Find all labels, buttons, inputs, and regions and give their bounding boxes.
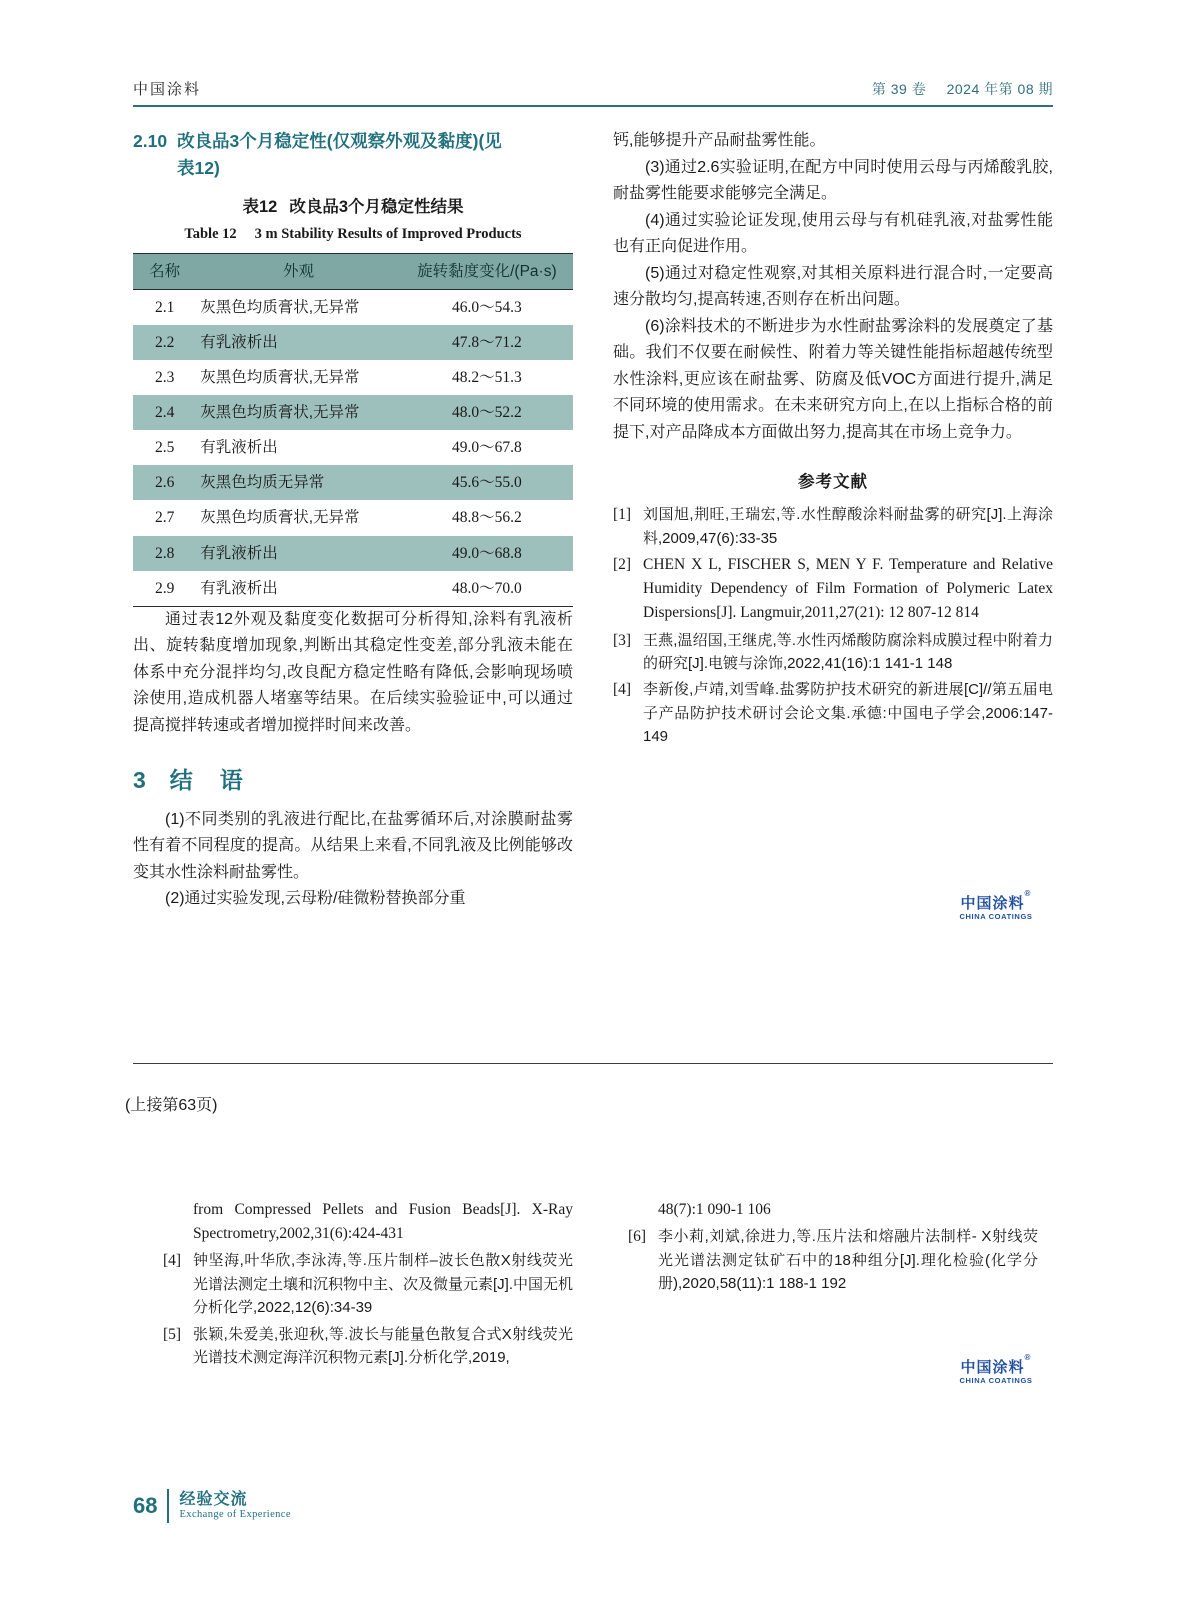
conclusion-item-2-cont: 钙,能够提升产品耐盐雾性能。: [613, 132, 826, 149]
issue-info: [872, 79, 1053, 99]
reference-item: [628, 1225, 1038, 1295]
footer-divider: [167, 1489, 169, 1523]
cell-viscosity: 46.0～54.3: [452, 298, 522, 316]
reference-text: 48(7):1 090-1 106: [658, 1201, 771, 1218]
cell-name: 2.1: [154, 298, 175, 316]
cell-name: 2.4: [133, 395, 196, 430]
footer-section-en: Exchange of Experience: [179, 1508, 291, 1520]
page-header: [133, 78, 1053, 99]
article-divider: [133, 1063, 1053, 1064]
cell-appearance: 有乳液析出: [196, 325, 401, 360]
table-title-cn-text: 改良品3个月稳定性结果: [289, 197, 464, 216]
logo-trademark: ®: [1024, 1353, 1032, 1362]
reference-marker: [4]: [163, 1252, 182, 1270]
table-header-row: [133, 253, 573, 289]
volume-label: 第 39 卷: [871, 81, 927, 97]
section-number: 2.10: [133, 131, 168, 151]
stability-results-table: [133, 253, 573, 607]
conclusion-item-1: (1)不同类别的乳液进行配比,在盐雾循环后,对涂膜耐盐雾性有着不同程度的提高。从结果上来看,不同乳液及比例能够改变其水性涂料耐盐雾性。: [133, 810, 573, 881]
reference-item: [613, 503, 1053, 550]
reference-text: 刘国旭,荆旺,王瑞宏,等.水性醇酸涂料耐盐雾的研究[J].上海涂料,2009,47(6):33-35: [643, 506, 1053, 547]
reference-marker: [2]: [613, 556, 632, 574]
table-row: [133, 360, 573, 395]
conclusion-item-2: (2)通过实验发现,云母粉/硅微粉替换部分重: [165, 890, 466, 908]
table-row: [133, 536, 573, 571]
reference-marker: [163, 1198, 193, 1246]
cell-appearance: 有乳液析出: [196, 571, 401, 607]
reference-item: [613, 629, 1053, 676]
logo-en-text: CHINA COATINGS: [959, 911, 1033, 921]
page-number: 68: [133, 1493, 158, 1518]
reference-text: 王燕,温绍国,王继虎,等.水性丙烯酸防腐涂料成膜过程中附着力的研究[J].电镀与涂饰,2022,41(16):1 141-1 148: [643, 631, 1053, 672]
cell-appearance: 灰黑色均质膏状,无异常: [196, 395, 401, 430]
reference-text: 李小莉,刘斌,徐进力,等.压片法和熔融片法制样- X射线荧光光谱法测定钛矿石中的18种组分[J].理化检验(化学分册),2020,58(11):1 188-1 192: [658, 1228, 1038, 1292]
reference-item: [613, 678, 1053, 748]
logo-cn-label: 中国涂料: [960, 895, 1025, 912]
table-row: [133, 325, 573, 360]
reference-item: [613, 553, 1053, 626]
cell-viscosity: 48.0～70.0: [401, 571, 573, 607]
china-coatings-logo: [953, 889, 1039, 921]
table-title-en-number: Table 12: [184, 226, 237, 243]
cell-name: 2.7: [154, 509, 175, 527]
column-header-viscosity: 旋转黏度变化/(Pa·s): [401, 253, 573, 289]
references-list: [613, 503, 1053, 748]
table-row: [133, 500, 573, 535]
logo-cn-text: [953, 889, 1039, 912]
continued-left-column: [163, 1198, 573, 1372]
reference-marker: [4]: [613, 681, 632, 699]
reference-item: [163, 1249, 573, 1319]
table-row: [133, 395, 573, 430]
left-column: [133, 128, 573, 913]
continued-from-note: (上接第63页): [125, 1097, 218, 1114]
cell-name: 2.9: [133, 571, 196, 607]
cell-viscosity: 49.0～68.8: [401, 536, 573, 571]
cell-viscosity: 48.2～51.3: [452, 369, 522, 387]
reference-item: [628, 1198, 1038, 1222]
logo-cn-text: [953, 1353, 1039, 1376]
reference-marker: [5]: [163, 1325, 182, 1343]
continued-references-list-left: [163, 1198, 573, 1369]
continued-right-column: [628, 1198, 1038, 1298]
cell-appearance: 灰黑色均质膏状,无异常: [200, 509, 360, 527]
cell-appearance: 灰黑色均质膏状,无异常: [200, 369, 360, 387]
journal-name: 中国涂料: [133, 81, 202, 98]
column-header-appearance: 外观: [196, 253, 401, 289]
section-title-line1: 改良品3个月稳定性(仅观察外观及黏度)(见: [177, 131, 502, 151]
cell-viscosity: 48.8～56.2: [452, 509, 522, 527]
issue-label: 2024 年第 08 期: [946, 81, 1053, 97]
cell-viscosity: 48.0～52.2: [401, 395, 573, 430]
table-row: [133, 571, 573, 607]
reference-marker: [6]: [628, 1228, 647, 1246]
china-coatings-logo-bottom: [953, 1353, 1039, 1385]
cell-name: 2.5: [154, 439, 175, 457]
cell-name: 2.3: [154, 369, 175, 387]
continued-references-list-right: [628, 1198, 1038, 1295]
cell-viscosity: 49.0～67.8: [452, 439, 522, 457]
section-2-10-heading: [133, 128, 573, 182]
cell-name: 2.8: [133, 536, 196, 571]
table-title-cn-number: 表12: [242, 197, 278, 216]
logo-trademark: ®: [1024, 889, 1032, 898]
cell-appearance: 有乳液析出: [200, 439, 278, 457]
conclusion-item-4: (4)通过实验论证发现,使用云母与有机硅乳液,对盐雾性能也有正向促进作用。: [613, 211, 1053, 256]
table-title-en-text: 3 m Stability Results of Improved Products: [254, 226, 522, 243]
cell-name: 2.6: [133, 465, 196, 500]
reference-marker: [3]: [613, 631, 632, 649]
reference-text: 张颖,朱爱美,张迎秋,等.波长与能量色散复合式X射线荧光光谱技术测定海洋沉积物元素[J].分析化学,2019,: [193, 1325, 573, 1366]
table-title-en: [133, 223, 573, 246]
conclusion-title: 结 语: [169, 766, 245, 793]
section-title-line2: 表12): [177, 158, 220, 179]
column-header-name: 名称: [133, 253, 196, 289]
page-footer: [133, 1489, 291, 1523]
reference-text: 钟坚海,叶华欣,李泳涛,等.压片制样–波长色散X射线荧光光谱法测定土壤和沉积物中主、次及微量元素[J].中国无机分析化学,2022,12(6):34-39: [193, 1252, 574, 1317]
reference-item: [163, 1323, 573, 1370]
reference-item: [163, 1198, 573, 1246]
footer-section-cn: 经验交流: [179, 1490, 248, 1508]
logo-en-text: CHINA COATINGS: [959, 1375, 1033, 1385]
table-row: [133, 289, 573, 325]
cell-viscosity: 45.6～55.0: [401, 465, 573, 500]
table-row: [133, 465, 573, 500]
cell-appearance: 灰黑色均质无异常: [196, 465, 401, 500]
analysis-paragraph: 通过表12外观及黏度变化数据可分析得知,涂料有乳液析出、旋转黏度增加现象,判断出其稳定性变差,部分乳液未能在体系中充分混拌均匀,改良配方稳定性略有降低,会影响现场喷涂使用,造成机器人堵塞等结果。在后续实验验证中,可以通过提高搅拌转速或者增加搅拌时间来改善。: [133, 610, 573, 734]
reference-text: from Compressed Pellets and Fusion Beads[J]. X-Ray Spectrometry,2002,31(6):424-431: [193, 1201, 573, 1243]
reference-text: CHEN X L, FISCHER S, MEN Y F. Temperature and Relative Humidity Dependency of Film Formation of Polymeric Latex Dispersions[J]. Langmuir,2011,27(21): 12 807-12 814: [643, 556, 1053, 622]
table-title-cn: [133, 194, 573, 221]
reference-marker: [628, 1198, 658, 1222]
reference-text: 李新俊,卢靖,刘雪峰.盐雾防护技术研究的新进展[C]//第五届电子产品防护技术研讨会论文集.承德:中国电子学会,2006:147-149: [643, 681, 1053, 746]
reference-marker: [1]: [613, 506, 632, 524]
cell-appearance: 有乳液析出: [196, 536, 401, 571]
cell-name: 2.2: [133, 325, 196, 360]
cell-appearance: 灰黑色均质膏状,无异常: [200, 298, 360, 316]
references-heading: 参考文献: [798, 472, 868, 491]
conclusion-heading: [133, 762, 573, 799]
conclusion-item-6: (6)涂料技术的不断进步为水性耐盐雾涂料的发展奠定了基础。我们不仅要在耐候性、附着力等关键性能指标超越传统型水性涂料,更应该在耐盐雾、防腐及低VOC方面进行提升,满足不同环境的使用需求。在未来研究方向上,在以上指标合格的前提下,对产品降成本方面做出努力,提高其在市场上竞争力。: [613, 317, 1053, 442]
conclusion-item-3: (3)通过2.6实验证明,在配方中同时使用云母与丙烯酸乳胶,耐盐雾性能要求能够完全满足。: [613, 158, 1053, 203]
cell-viscosity: 47.8～71.2: [401, 325, 573, 360]
logo-cn-label: 中国涂料: [960, 1359, 1025, 1376]
table-row: [133, 430, 573, 465]
header-divider: [133, 105, 1053, 107]
conclusion-number: 3: [133, 766, 148, 793]
conclusion-item-5: (5)通过对稳定性观察,对其相关原料进行混合时,一定要高速分散均匀,提高转速,否则存在析出问题。: [613, 264, 1053, 309]
right-column: [613, 128, 1053, 752]
